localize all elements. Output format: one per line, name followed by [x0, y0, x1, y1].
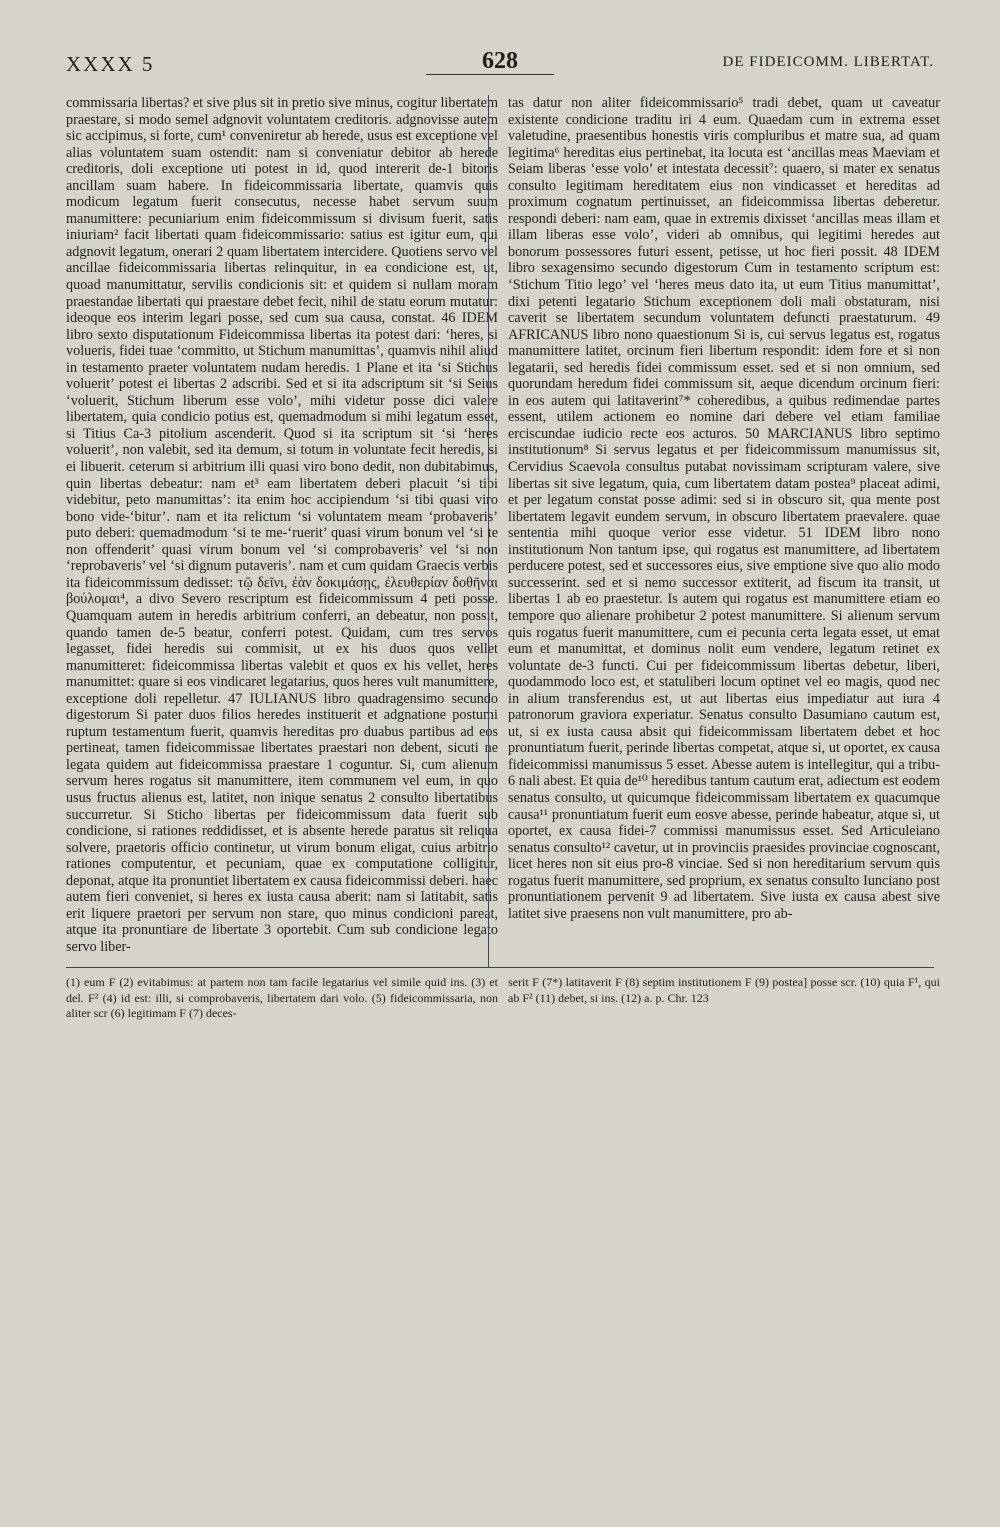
- footnotes-right: serit F (7*) latitaverit F (8) septim institutionem F (9) postea] posse scr. (10) quia F¹, qui ab F² (11) debet, si ins. (12) a. p. Chr. 123: [508, 975, 940, 1005]
- footnotes-left: (1) eum F (2) evitabimus: at partem non tam facile legatarius vel simile quid ins. (3) et del. F² (4) id est: illi, si comprobaveris, libertatem dari volo. (5) fideicommissaria, non aliter scr (6) legitimam F (7) deces-: [66, 975, 498, 1020]
- column-divider: [488, 95, 489, 967]
- right-column-text: tas datur non aliter fideicommissario⁵ tradi debet, quam ut caveatur existente condicione traditu iri 4 eum. Quaedam cum in extrema esset valetudine, praesentibus honestis viris compluribus et matre sua, ad quam legitima⁶ hereditas eius pertinebat, ita locuta est ‘ancillas meas Maeviam et Seiam liberas ‘esse volo’ et intestata decessit⁷: quaero, si mater ex senatus consulto legitimam hereditatem eius non vindicasset et hereditas ad proximum cognatum pertinuisset, an fideicommissa libertas deberetur. respondi deberi: nam eam, quae in extremis dixisset ‘ancillas meas illam et illam liberas esse volo’, videri ab omnibus, qui legitimi heredes aut bonorum possessores futuri essent, petisse, ut hoc fieri possit. 48 IDEM libro sexagensimo secundo digestorum Cum in testamento scriptum est: ‘Stichum Titio lego’ vel ‘heres meus dato ita, ut eum Titius manumittat’, dixi petenti legatario Stichum exceptionem doli mali obstaturam, nisi caverit se libertatem secundum voluntatem defuncti praestaturum. 49 AFRICANUS libro nono quaestionum Si is, cui servus legatus est, rogatus manumittere latitet, orcinum fieri libertum respondit: idem fore et si non legatarii, sed heredis fidei commissum esset. sed et si non omnium, sed quorundam heredum fidei commissum sit, aeque dicendum orcinum fieri: in eos autem qui latitaverint⁷* coheredibus, a quibus redimendae partes essent, utilem actionem eo nomine dari debere vel etiam familiae erciscundae iudicio recte eos acturos. 50 MARCIANUS libro septimo institutionum⁸ Si servus legatus et per fideicommissum manumissus sit, Cervidius Scaevola consultus putabat novissimam scripturam valere, sive libertas sit sive legatum, quia, cum libertatem datam postea⁹ placeat adimi, et per legatum constat posse adimi: sed si in obscuro sit, qua mente post libertatem legavit eundem servum, in obscuro libertatem praevalere. quae sententia mihi quoque verior esse videtur. 51 IDEM libro nono institutionum Non tantum ipse, qui rogatus est manumittere, ad libertatem perducere potest, sed et successores eius, sive emptione sive quo alio modo successerint. sed et si nemo successor extiterit, ad fiscum ita transit, ut libertas 1 ab eo praestetur. Is autem qui rogatus est manumittere etiam eo tempore quo alienare prohibetur 2 potest manumittere. Si alienum servum quis rogatus fuerit manumittere, cum ei pecunia certa legata esset, ut emat eum et manumittat, et dominus nolit eum vendere, legatum retinet ex voluntate de-3 functi. Cui per fideicommissum libertas debetur, liberi, quodammodo loco est, et statuliberi locum optinet vel eo magis, quod nec in alium transferendus est, ut aut libertas eius impediatur aut iura 4 patronorum graviora experiatur. Senatus consulto Dasumiano cautum est, ut, si ex iusta causa absit qui fideicommissam libertatem debet et hoc pronuntiatum fuerit, perinde libertas competat, atque si, ut oportet, ex causa fideicommissi manumissus 5 esset. Abesse autem is intellegitur, qui a tribu-6 nali abest. Et quia de¹⁰ heredibus tantum cautum erat, adiectum est eodem senatus consulto, ut quicumque fideicommissam libertatem ex quacumque causa¹¹ pronuntiatum fuerit eum eosve abesse, perinde habeatur, atque si, ut oportet, ex causa fidei-7 commissi manumissus esset. Sed Articuleiano senatus consulto¹² cavetur, ut in provinciis praesides provinciae cognoscant, licet heres non sit eius pro-8 vinciae. Sed si non hereditarium servum quis rogatus fuerit manumittere, sed proprium, ex senatus consulto Iunciano post pronuntiationem pervenit 9 ad libertatem. Sive iusta ex causa abest sive latitet sive praesens non vult manumittere, pro ab-: [508, 95, 940, 922]
- page-number: 628: [482, 48, 518, 74]
- header-section-title: DE FIDEICOMM. LIBERTAT.: [722, 54, 934, 70]
- footnote-rule: [66, 967, 934, 968]
- header-book-title: XXXX 5: [66, 52, 155, 76]
- header-rule: [426, 74, 554, 75]
- left-column-text: commissaria libertas? et sive plus sit in pretio sive minus, cogitur libertatem praestare, si modo semel adgnovit voluntatem creditoris. adgnovisse autem sic accipimus, si forte, cum¹ conveniretur ab herede, usus est exceptione vel alias voluntatem suam ostendit: nam si conveniatur debitor ab herede creditoris, doli exceptione uti potest in id, quod intererit de-1 bitoris ancillam suam habere. In fideicommissaria libertate, quamvis quis modicum legatum fuerit consecutus, necesse habet servum suum manumittere: pecuniarium enim fideicommissum si divisum fuerit, satis iniuriam² facit libertati quam fideicommissario: satius est igitur eum, qui adgnovit legatum, onerari 2 quam libertatem intercidere. Quotiens servo vel ancillae fideicommissaria libertas relinquitur, in ea condicione est, ut, quoad manumittatur, servilis condicionis sit: et quidem si nullam moram praestandae libertati qui praestare debet fecit, nihil de statu eorum mutatur: ideoque eos interim legari posse, sed cum sua causa, constat. 46 IDEM libro sexto disputationum Fideicommissa libertas ita potest dari: ‘heres, si volueris, fidei tuae ‘committo, ut Stichum manumittas’, quamvis nihil aliud in testamento praeter voluntatem nudam heredis. 1 Plane et ita ‘si Stichus voluerit’ potest ei libertas 2 adscribi. Sed et si ita adscriptum sit ‘si Seius ‘voluerit, Stichum liberum esse volo’, mihi videtur posse dici valere libertatem, quia condicio potius est, quemadmodum si mihi legatum esset, si Titius Ca-3 pitolium ascenderit. Quod si ita scriptum sit ‘si ‘heres voluerit’, non valebit, sed ita demum, si totum in voluntate fecit heredis, si ei libuerit. ceterum si arbitrium illi quasi viro bono dedit, non dubitabimus, quin libertas debeatur: nam et³ eam libertatem deberi placuit ‘si tibi videbitur, peto manumittas’: ita enim hoc accipiendum ‘si tibi quasi viro bono vide-‘bitur’. nam et ita relictum ‘si voluntatem meam ‘probaveris’ puto deberi: quemadmodum ‘si te me-‘ruerit’ quasi virum bonum vel ‘si te non offenderit’ quasi virum bonum vel ‘si comprobaveris’ vel ‘si non ‘reprobaveris’ vel ‘si dignum putaveris’. nam et cum quidam Graecis verbis ita fideicommissum dedisset: τῷ δεῖνι, ἐὰν δοκιμάσῃς, ἐλευθερίαν δοθῆναι βούλομαι⁴, a divo Severo rescriptum est fideicommissum 4 peti posse. Quamquam autem in heredis arbitrium conferri, an debeatur, non possit, quando tamen de-5 beatur, conferri potest. Quidam, cum tres servos legasset, fidei heredis sui commisit, ut ex his duos quos vellet manumitteret: fideicommissa libertas valebit et quos ex his vellet, heres manumittet: quare si eos vindicaret legatarius, quos heres vult manumittere, exceptione doli repelletur. 47 IULIANUS libro quadragensimo secundo digestorum Si pater duos filios heredes instituerit et adgnatione postumi ruptum testamentum fuerit, quamvis hereditas pro duabus partibus ad eos pertineat, tamen fideicommissae libertates praestari non debent, sicuti ne legata quidem aut fideicommissa praestare 1 coguntur. Si, cum alienum servum heres rogatus sit manumittere, item communem vel eum, in quo usus fructus alienus est, latitet, non inique senatus 2 consulto libertatibus succurretur. Si Sticho libertas per fideicommissum data fuerit sub condicione, si rationes reddidisset, et is absente herede paratus sit reliqua solvere, praetoris officio continetur, ut virum bonum eligat, cuius arbitrio rationes computentur, et pecuniam, quae ex computatione colligitur, deponat, atque ita pronuntiet libertatem ex causa fideicommissi deberi. haec autem fieri conveniet, si heres ex iusta causa aberit: nam si latitabit, satis erit liquere praetori per servum non stare, quo minus condicioni pareat, atque ita pronuntiare de libertate 3 oportebit. Cum sub condicione legato servo liber-: [66, 95, 498, 955]
